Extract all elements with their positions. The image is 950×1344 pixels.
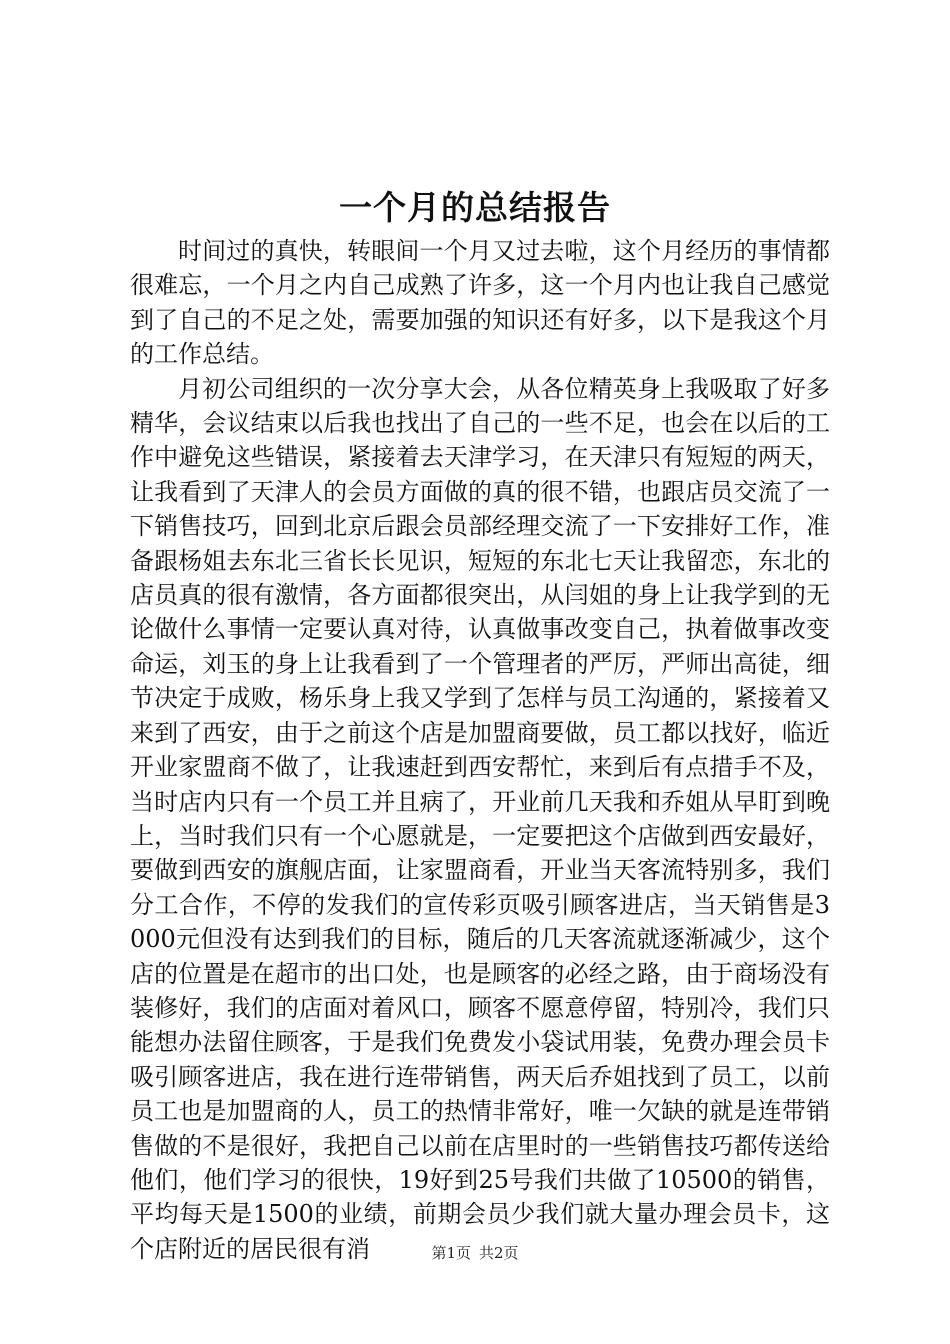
document-body <box>130 234 830 1266</box>
page-footer <box>0 1243 950 1263</box>
paragraph-intro: 时间过的真快，转眼间一个月又过去啦，这个月经历的事情都很难忘，一个月之内自己成熟了许多，这一个月内也让我自己感觉到了自己的不足之处，需要加强的知识还有好多，以下是我这个月的工作总结。 <box>130 237 830 369</box>
document-title: 一个月的总结报告 <box>339 188 611 227</box>
page-total: 共2页 <box>479 1244 519 1262</box>
paragraph-main: 月初公司组织的一次分享大会，从各位精英身上我吸取了好多精华，会议结束以后我也找出了自己的一些不足，也会在以后的工作中避免这些错误，紧接着去天津学习，在天津只有短短的两天，让我看到了天津人的会员方面做的真的很不错，也跟店员交流了一下销售技巧，回到北京后跟会员部经理交流了一下安排好工作，准备跟杨姐去东北三省长长见识，短短的东北七天让我留恋，东北的店员真的很有激情，各方面都很突出，从闫姐的身上让我学到的无论做什么事情一定要认真对待，认真做事改变自己，执着做事改变命运，刘玉的身上让我看到了一个管理者的严厉，严师出高徒，细节决定于成败，杨乐身上我又学到了怎样与员工沟通的，紧接着又来到了西安，由于之前这个店是加盟商要做，员工都以找好，临近开业家盟商不做了，让我速赶到西安帮忙，来到后有点措手不及，当时店内只有一个员工并且病了，开业前几天我和乔姐从早盯到晚上，当时我们只有一个心愿就是，一定要把这个店做到西安最好，要做到西安的旗舰店面，让家盟商看，开业当天客流特别多，我们分工合作，不停的发我们的宣传彩页吸引顾客进店，当天销售是3000元但没有达到我们的目标，随后的几天客流就逐渐减少，这个店的位置是在超市的出口处，也是顾客的必经之路，由于商场没有装修好，我们的店面对着风口，顾客不愿意停留，特别冷，我们只能想办法留住顾客，于是我们免费发小袋试用装，免费办理会员卡吸引顾客进店，我在进行连带销售，两天后乔姐找到了员工，以前员工也是加盟商的人，员工的热情非常好，唯一欠缺的就是连带销售做的不是很好，我把自己以前在店里时的一些销售技巧都传送给他们，他们学习的很快，19好到25号我们共做了10500的销售，平均每天是1500的业绩，前期会员少我们就大量办理会员卡，这个店附近的居民很有消 <box>130 374 830 1263</box>
page-number: 第1页 <box>431 1244 471 1262</box>
